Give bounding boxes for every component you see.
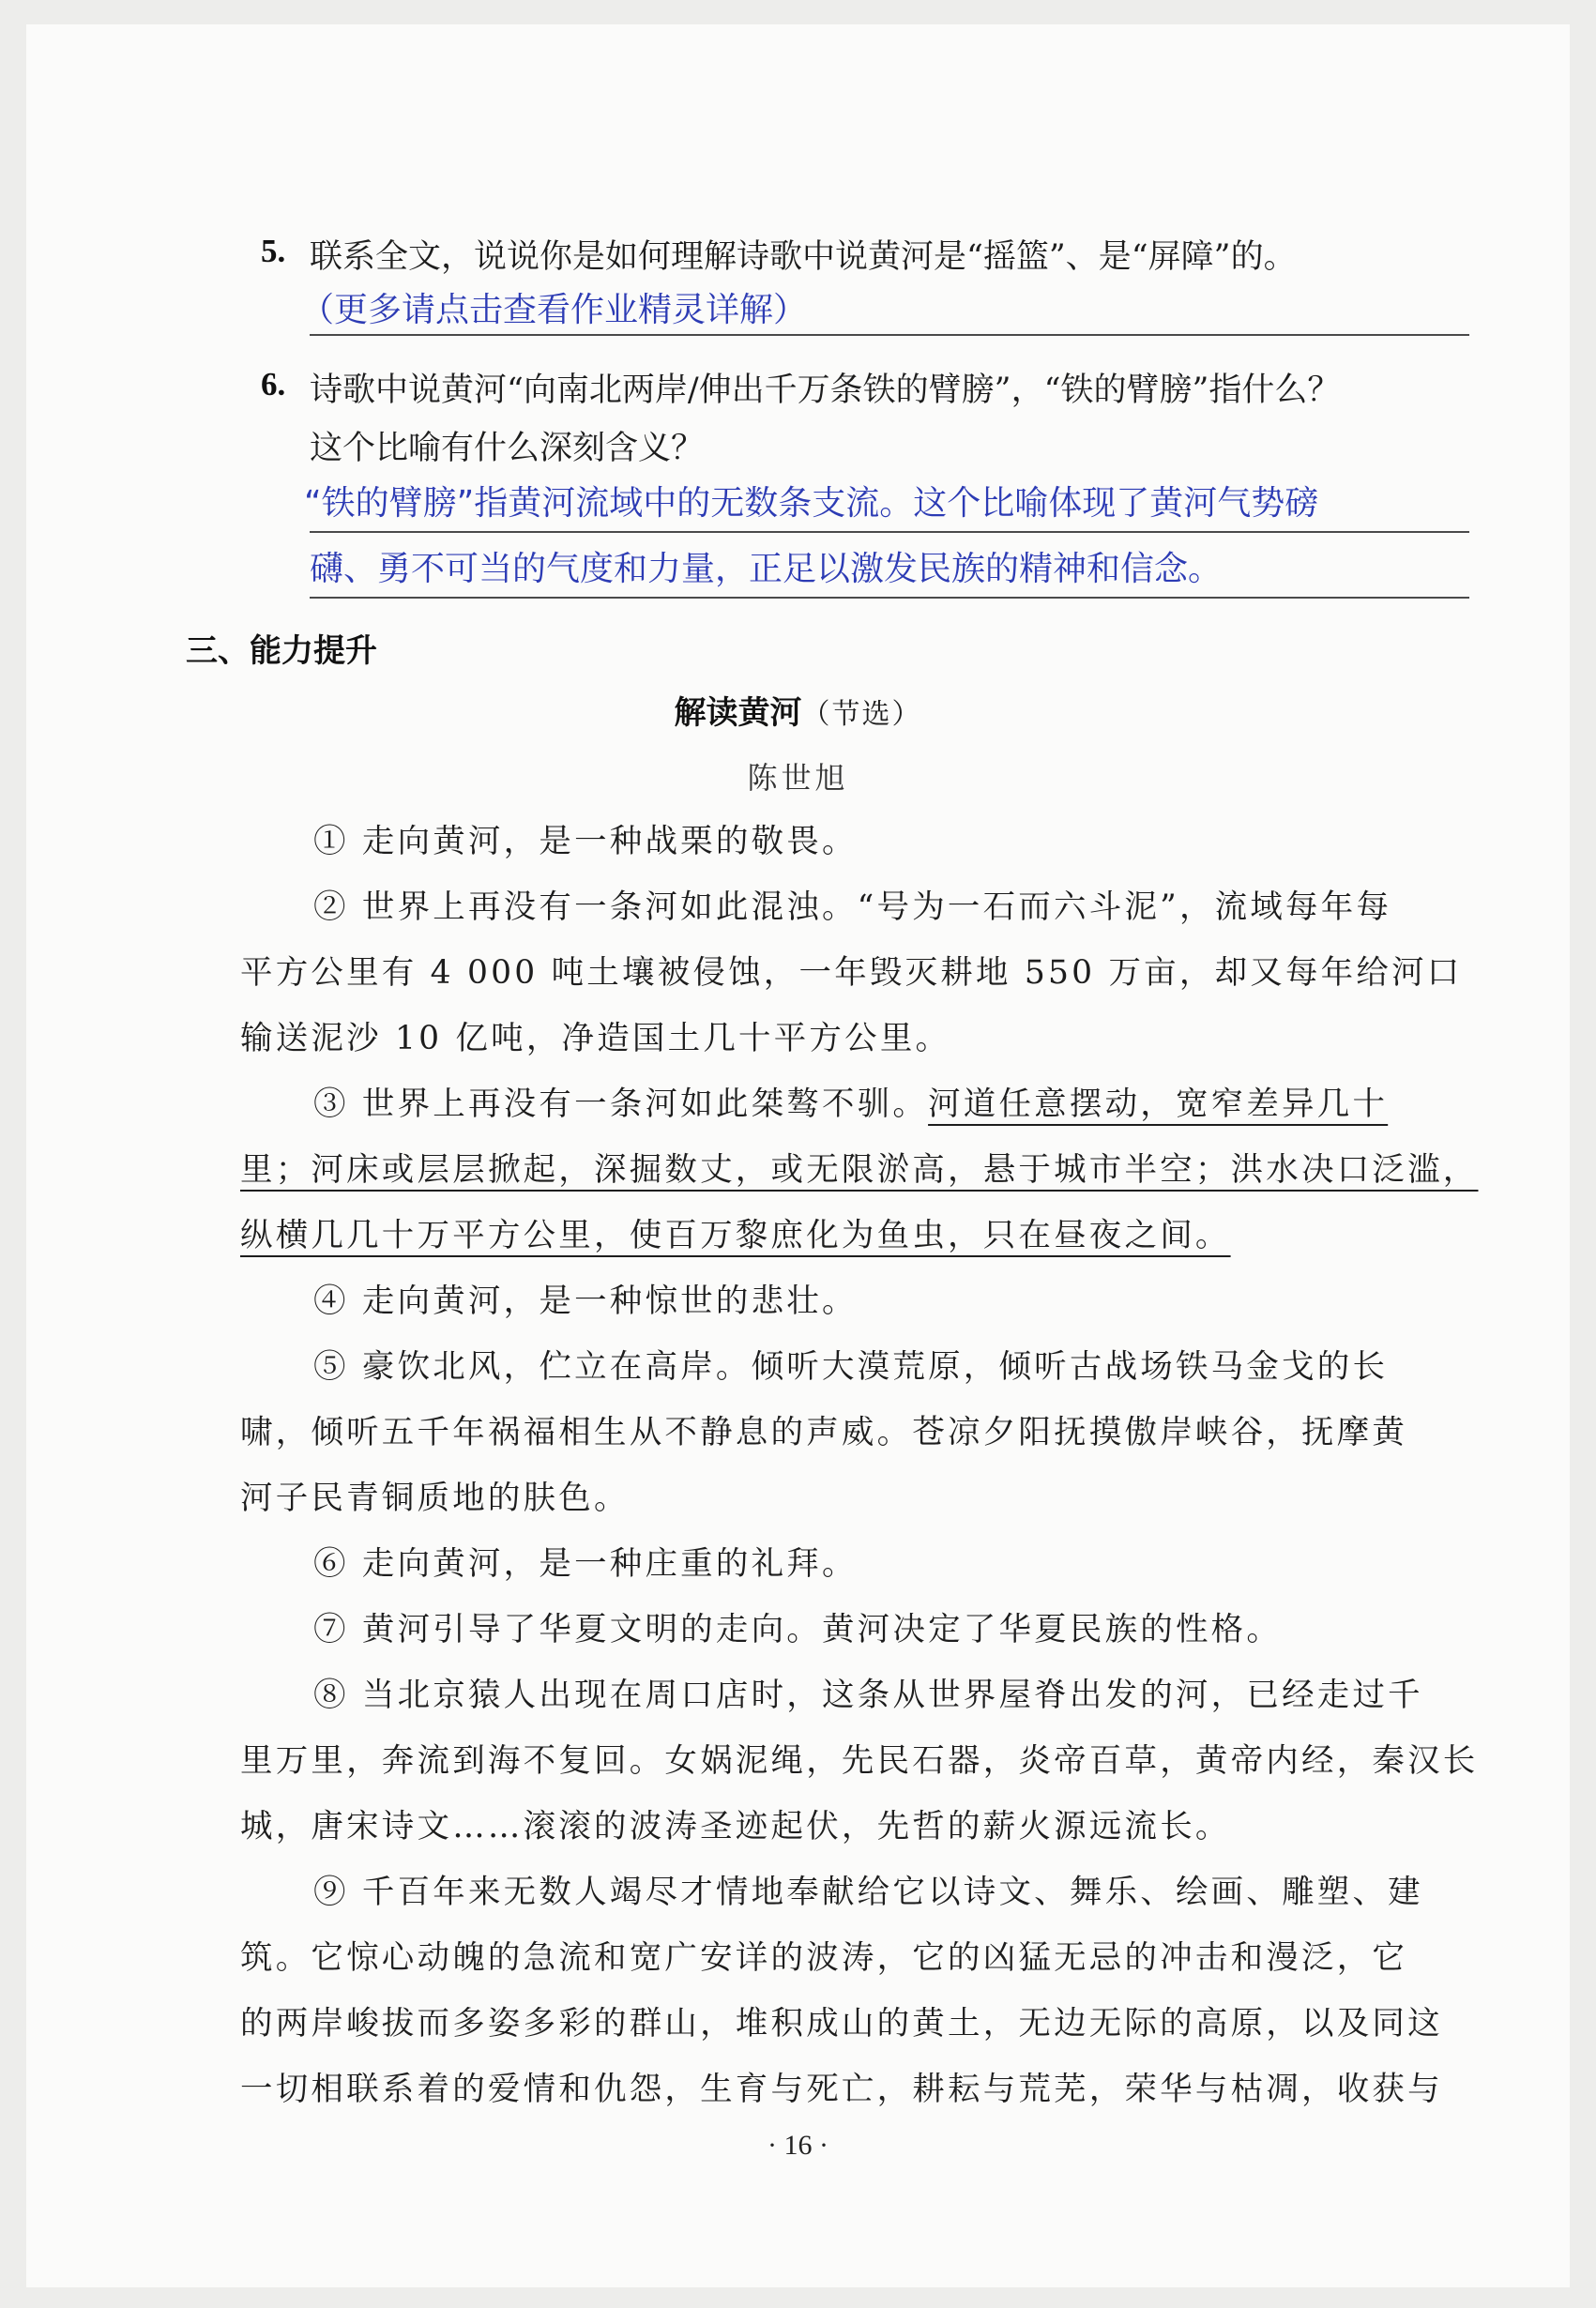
answer-rule [310,531,1469,533]
page-number: · 16 · [768,2130,828,2161]
article-title-row [26,687,1570,733]
paragraph-line: 输送泥沙 10 亿吨，净造国土几十平方公里。 [240,1020,951,1057]
paragraph-line: ⑨ 千百年来无数人竭尽才情地奉献给它以诗文、舞乐、绘画、雕塑、建 [313,1874,1423,1911]
paragraph-line [240,1208,1231,1255]
paragraph-line: 城，唐宋诗文……滚滚的波涛圣迹起伏，先哲的薪火源远流长。 [240,1808,1231,1845]
paragraph-line: ⑥ 走向黄河，是一种庄重的礼拜。 [313,1545,858,1583]
article-title-note: （节选） [801,698,922,731]
paragraph-line: ④ 走向黄河，是一种惊世的悲壮。 [313,1283,858,1320]
article-title: 解读黄河 [674,694,802,732]
question-6-text-line-2: 这个比喻有什么深刻含义？ [310,430,705,467]
workbook-page [26,24,1570,2287]
paragraph-line: 里万里，奔流到海不复回。女娲泥绳，先民石器，炎帝百草，黄帝内经，秦汉长 [240,1742,1479,1780]
paragraph-line: ② 世界上再没有一条河如此混浊。“号为一石而六斗泥”，流域每年每 [313,888,1392,926]
paragraph-line: ⑦ 黄河引导了华夏文明的走向。黄河决定了华夏民族的性格。 [313,1611,1283,1648]
underlined-passage: 纵横几几十万平方公里，使百万黎庶化为鱼虫，只在昼夜之间。 [240,1217,1231,1254]
paragraph-line: 筑。它惊心动魄的急流和宽广安详的波涛，它的凶猛无忌的冲击和漫泛，它 [240,1939,1408,1977]
question-6-number: 6. [261,366,286,402]
paragraph-line [240,1143,1479,1190]
answer-rule [310,597,1469,599]
question-5-text: 联系全文，说说你是如何理解诗歌中说黄河是“摇篮”、是“屏障”的。 [310,238,1297,276]
question-5-number: 5. [261,233,286,269]
paragraph-line [313,1077,1388,1124]
paragraph-line: ⑧ 当北京猿人出现在周口店时，这条从世界屋脊出发的河，已经走过千 [313,1677,1423,1714]
paragraph-line: 平方公里有 4 000 吨土壤被侵蚀，一年毁灭耕地 550 万亩，却又每年给河口 [240,954,1463,992]
paragraph-line: ① 走向黄河，是一种战栗的敬畏。 [313,823,858,860]
underlined-passage: 河道任意摆动，宽窄差异几十 [928,1086,1389,1123]
underlined-passage: 里；河床或层层掀起，深掘数丈，或无限淤高，悬于城市半空；洪水决口泛滥， [240,1151,1479,1189]
question-6-answer-line-2: 礴、勇不可当的气度和力量，正足以激发民族的精神和信念。 [310,550,1223,588]
paragraph-line: 的两岸峻拔而多姿多彩的群山，堆积成山的黄土，无边无际的高原，以及同这 [240,2005,1443,2042]
question-6-text-line-1: 诗歌中说黄河“向南北两岸/伸出千万条铁的臂膀”，“铁的臂膀”指什么？ [310,372,1341,409]
question-6-answer-line-1: “铁的臂膀”指黄河流域中的无数条支流。这个比喻体现了黄河气势磅 [304,484,1319,523]
answer-rule [310,334,1469,336]
paragraph-line: ⑤ 豪饮北风，伫立在高岸。倾听大漠荒原，倾听古战场铁马金戈的长 [313,1348,1389,1386]
paragraph-text: ③ 世界上再没有一条河如此桀骜不驯。 [313,1086,929,1123]
paragraph-line: 啸，倾听五千年祸福相生从不静息的声威。苍凉夕阳抚摸傲岸峡谷，抚摩黄 [240,1414,1408,1451]
article-author: 陈世旭 [747,760,849,796]
section-heading: 三、能力提升 [186,632,377,670]
paragraph-line: 河子民青铜质地的肤色。 [240,1480,630,1517]
question-5-answer-link[interactable]: （更多请点击查看作业精灵详解） [300,291,808,329]
paragraph-line: 一切相联系着的爱情和仇怨，生育与死亡，耕耘与荒芜，荣华与枯凋，收获与 [240,2071,1443,2108]
